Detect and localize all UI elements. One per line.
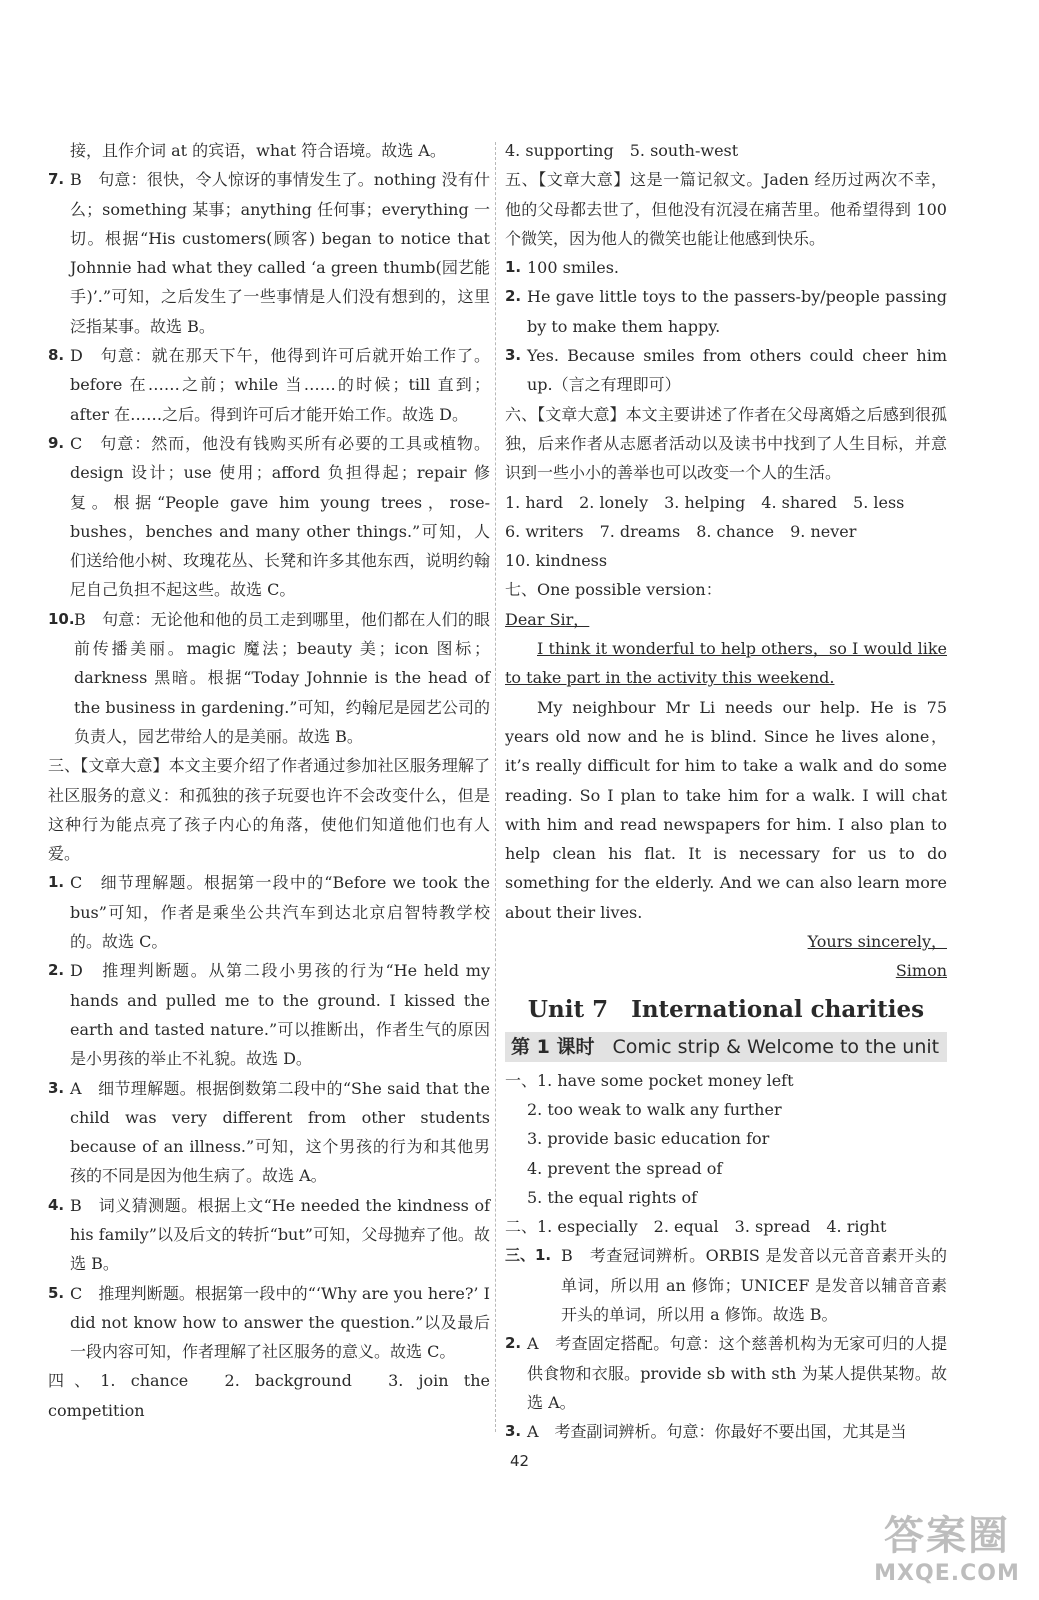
section-four-continued: 4. supporting 5. south-west	[505, 141, 739, 160]
item-text: Yes. Because smiles from others could cheer him up.（言之有理即可）	[527, 346, 947, 395]
item-number: 4.	[48, 1195, 65, 1214]
item-text: A 细节理解题。根据倒数第二段中的“She said that the child was very different from other students because of an illness.”可知，这个男孩的行为和其他男孩的不同是因为他生病了。故选 A。	[70, 1078, 490, 1186]
left-column	[48, 136, 490, 1425]
right-column	[505, 136, 947, 1446]
item-text: A 考查副词辨析。句意：你最好不要出国，尤其是当	[527, 1422, 907, 1442]
item-text: D 句意：就在那天下午，他得到许可后就开始工作了。before 在……之前；while 当……的时候；till 直到；after 在……之后。得到许可后才能开始工作。故选 D。	[70, 346, 490, 424]
section-one-line: 一、1. have some pocket money left	[505, 1070, 794, 1090]
item-text: B 考查冠词辨析。ORBIS 是发音以元音音素开头的单词，所以用 an 修饰；UNICEF 是发音以辅音音素开头的单词，所以用 a 修饰。故选 B。	[561, 1246, 947, 1324]
item-number: 2.	[505, 1334, 522, 1353]
item-number: 7.	[48, 170, 65, 189]
letter-opening-text: I think it wonderful to help others，so I would like to take part in the activity this weekend.	[505, 639, 947, 688]
item-text: A 考查固定搭配。句意：这个慈善机构为无家可归的人提供食物和衣服。provide sb with sth 为某人提供某物。故选 A。	[527, 1334, 947, 1412]
lesson-title: Comic strip & Welcome to the unit	[612, 1035, 940, 1058]
letter-opening-paragraph	[505, 634, 947, 693]
answer-item	[48, 1074, 490, 1191]
answer-item	[505, 1329, 947, 1417]
item-number: 3.	[48, 1078, 65, 1097]
section-seven-heading: 七、One possible version：	[505, 580, 722, 600]
letter-salutation: Dear Sir，	[505, 609, 590, 629]
item-text: B 句意：无论他和他的员工走到哪里，他们都在人们的眼前传播美丽。magic 魔法；beauty 美；icon 图标；darkness 黑暗。根据“Today Johnnie is the head of the business in gardening.”可知，约翰尼是园艺公司的负责人，园艺带给人的是美丽。故选 B。	[74, 609, 490, 746]
section-two-answers: 二、1. especially 2. equal 3. spread 4. right	[505, 1217, 887, 1237]
answer-item	[505, 1241, 947, 1329]
watermark-url: MXQE.COM	[874, 1561, 1020, 1586]
item-text: B 句意：很快，令人惊讶的事情发生了。nothing 没有什么；something 某事；anything 任何事；everything 一切。根据“His customers(顾客) began to notice that Johnnie had what they called ‘a green thumb(园艺能手)’.”可知，之后发生了一些事情是人们没有想到的，这里泛指某事。故选 B。	[70, 170, 490, 336]
item-number: 三、1.	[505, 1246, 552, 1265]
lesson-header-bar	[505, 1032, 947, 1062]
answer-item	[505, 253, 947, 282]
item-number: 3.	[505, 346, 522, 365]
letter-closing-text: Yours sincerely，	[807, 932, 947, 952]
unit-title: Unit 7 International charities	[527, 995, 925, 1023]
section-one-line: 4. prevent the spread of	[527, 1158, 723, 1178]
section-five-summary: 五、【文章大意】这是一篇记叙文。Jaden 经历过两次不幸，他的父母都去世了，但他没有沉浸在痛苦里。他希望得到 100 个微笑，因为他人的微笑也能让他感到快乐。	[505, 170, 947, 248]
watermark-logo	[867, 1512, 1027, 1594]
item-number: 5.	[48, 1283, 65, 1302]
answer-item	[48, 165, 490, 341]
item-text: He gave little toys to the passers-by/people passing by to make them happy.	[527, 287, 947, 336]
letter-closing	[505, 927, 947, 956]
section-one-line: 2. too weak to walk any further	[527, 1099, 782, 1119]
section-six-answers-line: 10. kindness	[505, 551, 608, 571]
answer-continuation: 接，且作介词 at 的宾语，what 符合语境。故选 A。	[70, 141, 446, 160]
lesson-number: 第 1 课时	[511, 1035, 595, 1058]
answer-item	[505, 282, 947, 341]
watermark-text: 答案圈	[884, 1513, 1010, 1559]
answer-item	[48, 868, 490, 956]
letter-signature-text: Simon	[895, 961, 947, 981]
column-divider	[495, 142, 496, 1432]
item-number: 1.	[48, 873, 65, 892]
answer-item	[48, 1191, 490, 1279]
section-six-answers-line: 6. writers 7. dreams 8. chance 9. never	[505, 521, 857, 541]
answer-item	[505, 341, 947, 400]
item-text: 100 smiles.	[527, 258, 620, 278]
answer-item	[48, 429, 490, 605]
section-one-line: 3. provide basic education for	[527, 1129, 770, 1149]
item-text: C 句意：然而，他没有钱购买所有必要的工具或植物。design 设计；use 使用；afford 负担得起；repair 修复。根据“People gave him young trees，rose-bushes，benches and many other things.”可知，人们送给他小树、玫瑰花丛、长凳和许多其他东西，说明约翰尼自己负担不起这些。故选 C。	[70, 433, 490, 600]
answer-item	[505, 1417, 947, 1446]
item-text: D 推理判断题。从第二段小男孩的行为“He held my hands and pulled me to the ground. I kissed the earth and tasted nature.”可以推断出，作者生气的原因是小男孩的举止不礼貌。故选 D。	[70, 961, 490, 1069]
item-text: C 细节理解题。根据第一段中的“Before we took the bus”可知，作者是乘坐公共汽车到达北京启智特教学校的。故选 C。	[70, 873, 490, 952]
item-number: 8.	[48, 346, 65, 365]
page-number: 42	[509, 1452, 530, 1470]
section-four-answers: 四、1. chance 2. background 3. join the competition	[48, 1371, 490, 1420]
answer-item	[48, 1279, 490, 1367]
section-six-answers-line: 1. hard 2. lonely 3. helping 4. shared 5. less	[505, 492, 905, 512]
item-number: 2.	[48, 961, 65, 980]
answer-item	[48, 605, 490, 751]
letter-body-paragraph: My neighbour Mr Li needs our help. He is 75 years old now and he is blind. Since he lives alone，it’s really difficult for him to take a walk and do some reading. So I plan to take him for a walk. I will chat with him and read newspapers for him. I also plan to help clean his flat. It is necessary for us to do something for the elderly. And we can also learn more about their lives.	[505, 697, 947, 922]
item-text: B 词义猜测题。根据上文“He needed the kindness of his family”以及后文的转折“but”可知，父母抛弃了他。故选 B。	[70, 1195, 490, 1274]
letter-signature	[505, 956, 947, 985]
item-number: 2.	[505, 287, 522, 306]
item-number: 9.	[48, 433, 65, 452]
item-number: 10.	[48, 609, 75, 628]
section-one-line: 5. the equal rights of	[527, 1187, 697, 1207]
item-number: 1.	[505, 258, 522, 277]
section-three-summary: 三、【文章大意】本文主要介绍了作者通过参加社区服务理解了社区服务的意义：和孤独的孩子玩耍也许不会改变什么，但是这种行为能点亮了孩子内心的角落，使他们知道他们也有人爱。	[48, 756, 490, 864]
section-six-summary: 六、【文章大意】本文主要讲述了作者在父母离婚之后感到很孤独，后来作者从志愿者活动以及读书中找到了人生目标，并意识到一些小小的善举也可以改变一个人的生活。	[505, 404, 947, 483]
answer-item	[48, 956, 490, 1073]
answer-item	[48, 341, 490, 429]
item-text: C 推理判断题。根据第一段中的“‘Why are you here?’ I did not know how to answer the question.”以及最后一段内容可知，作者理解了社区服务的意义。故选 C。	[70, 1283, 490, 1362]
item-number: 3.	[505, 1422, 522, 1441]
